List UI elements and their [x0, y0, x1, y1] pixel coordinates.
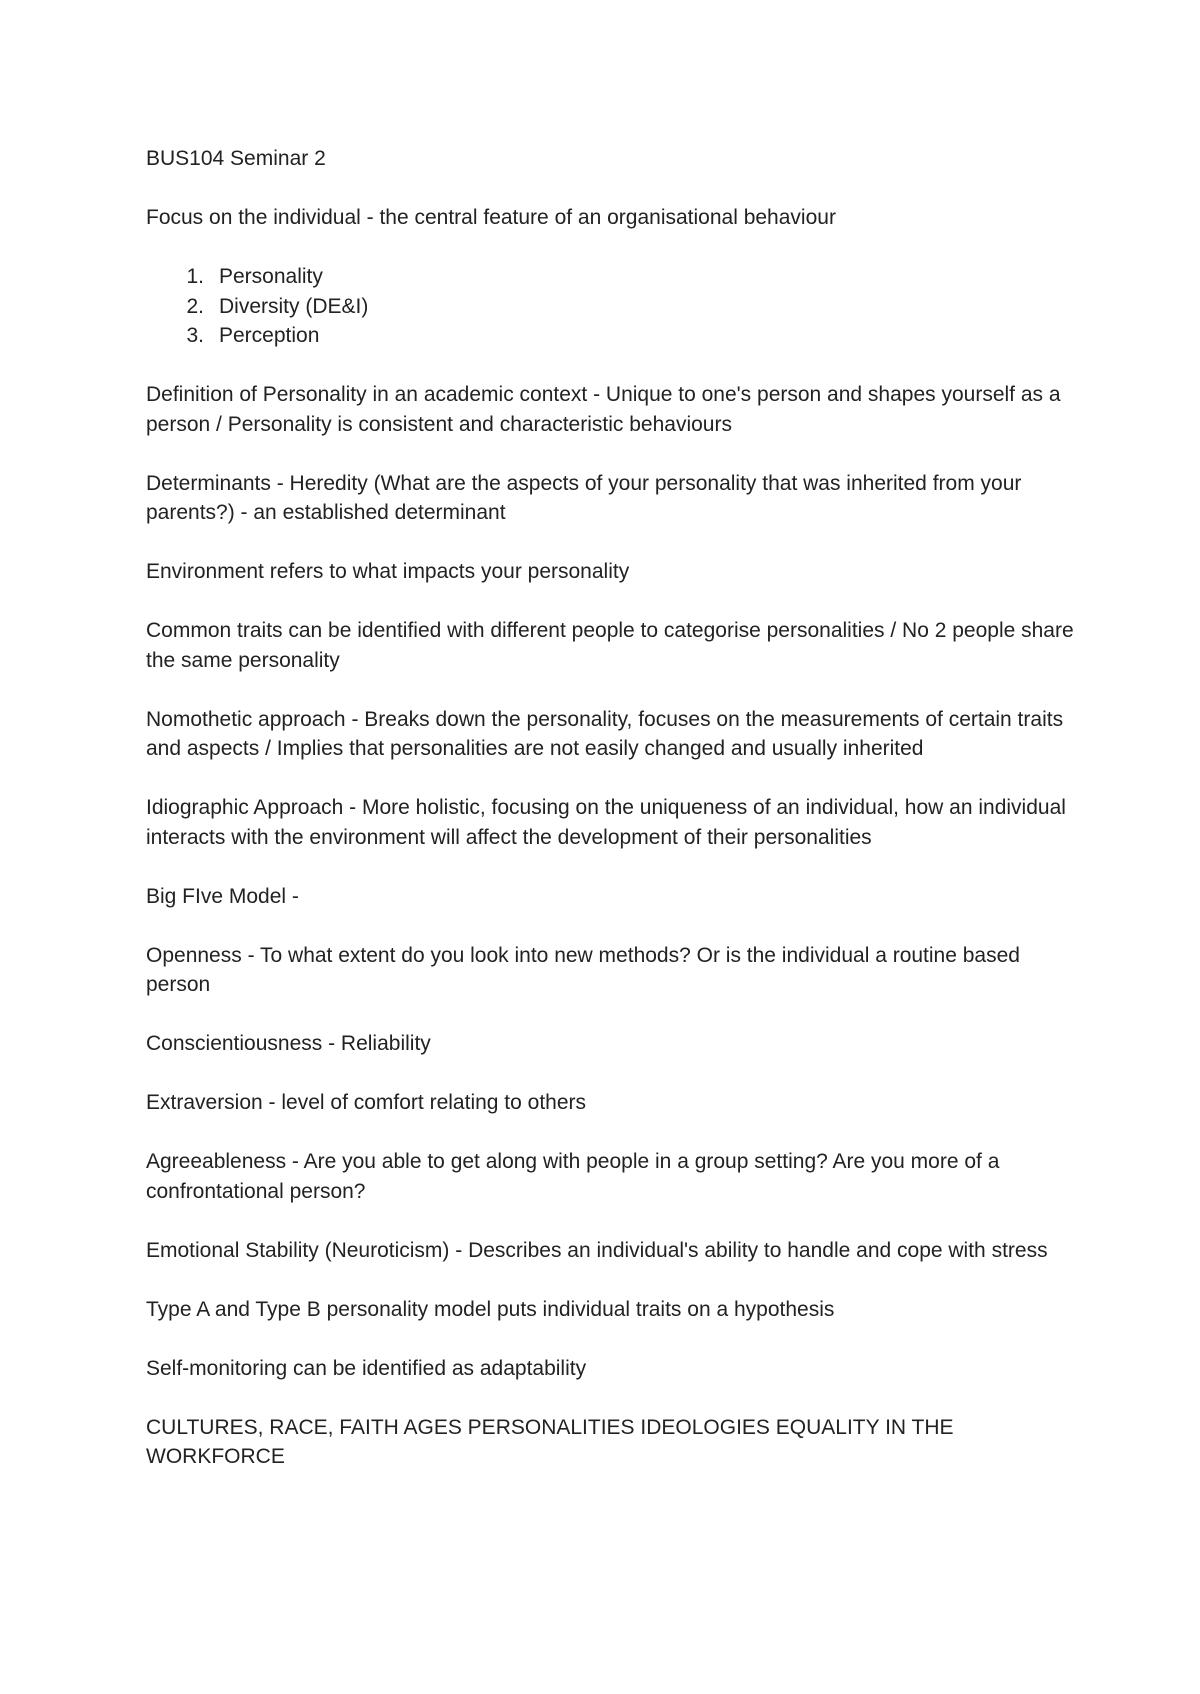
paragraph-determinants: Determinants - Heredity (What are the aspects of your personality that was inherited from your parents?) - an established determinant	[146, 471, 1022, 524]
paragraph-cultures: CULTURES, RACE, FAITH AGES PERSONALITIES IDEOLOGIES EQUALITY IN THE WORKFORCE	[146, 1415, 954, 1468]
paragraph-emotional-stability: Emotional Stability (Neuroticism) - Describes an individual's ability to handle and cope with stress	[146, 1238, 1048, 1262]
list-item-text: Personality	[219, 265, 323, 288]
paragraph-extraversion: Extraversion - level of comfort relating to others	[146, 1091, 587, 1114]
document-title: BUS104 Seminar 2	[146, 147, 326, 170]
intro-paragraph: Focus on the individual - the central feature of an organisational behaviour	[146, 206, 836, 229]
paragraph-personality-definition: Definition of Personality in an academic context - Unique to one's person and shapes yourself as a person / Personality is consistent and characteristic behaviours	[146, 383, 1061, 436]
list-number: 3.	[186, 324, 204, 347]
list-item	[146, 321, 1081, 351]
paragraph-idiographic: Idiographic Approach - More holistic, focusing on the uniqueness of an individual, how an individual interacts with the environment will affect the development of their personalities	[146, 796, 1066, 849]
paragraph-openness: Openness - To what extent do you look into new methods? Or is the individual a routine based person	[146, 943, 1020, 996]
list-number: 2.	[186, 294, 204, 318]
paragraph-common-traits: Common traits can be identified with different people to categorise personalities / No 2 people share the same personality	[146, 619, 1074, 672]
paragraph-environment: Environment refers to what impacts your personality	[146, 560, 630, 583]
paragraph-type-a-b: Type A and Type B personality model puts individual traits on a hypothesis	[146, 1297, 835, 1321]
list-item	[146, 262, 1081, 292]
document-page	[146, 144, 1081, 1501]
paragraph-self-monitoring: Self-monitoring can be identified as adaptability	[146, 1356, 587, 1380]
list-item-text: Perception	[219, 324, 320, 347]
list-item	[146, 292, 1081, 322]
numbered-list	[146, 262, 1081, 351]
list-number: 1.	[186, 265, 204, 288]
paragraph-agreeableness: Agreeableness - Are you able to get along with people in a group setting? Are you more of a confrontational person?	[146, 1150, 1000, 1203]
list-item-text: Diversity (DE&I)	[219, 294, 369, 318]
paragraph-nomothetic: Nomothetic approach - Breaks down the personality, focuses on the measurements of certain traits and aspects / Implies that personalities are not easily changed and usually inherited	[146, 707, 1064, 760]
paragraph-big-five: Big FIve Model -	[146, 884, 299, 908]
paragraph-conscientiousness: Conscientiousness - Reliability	[146, 1032, 431, 1055]
